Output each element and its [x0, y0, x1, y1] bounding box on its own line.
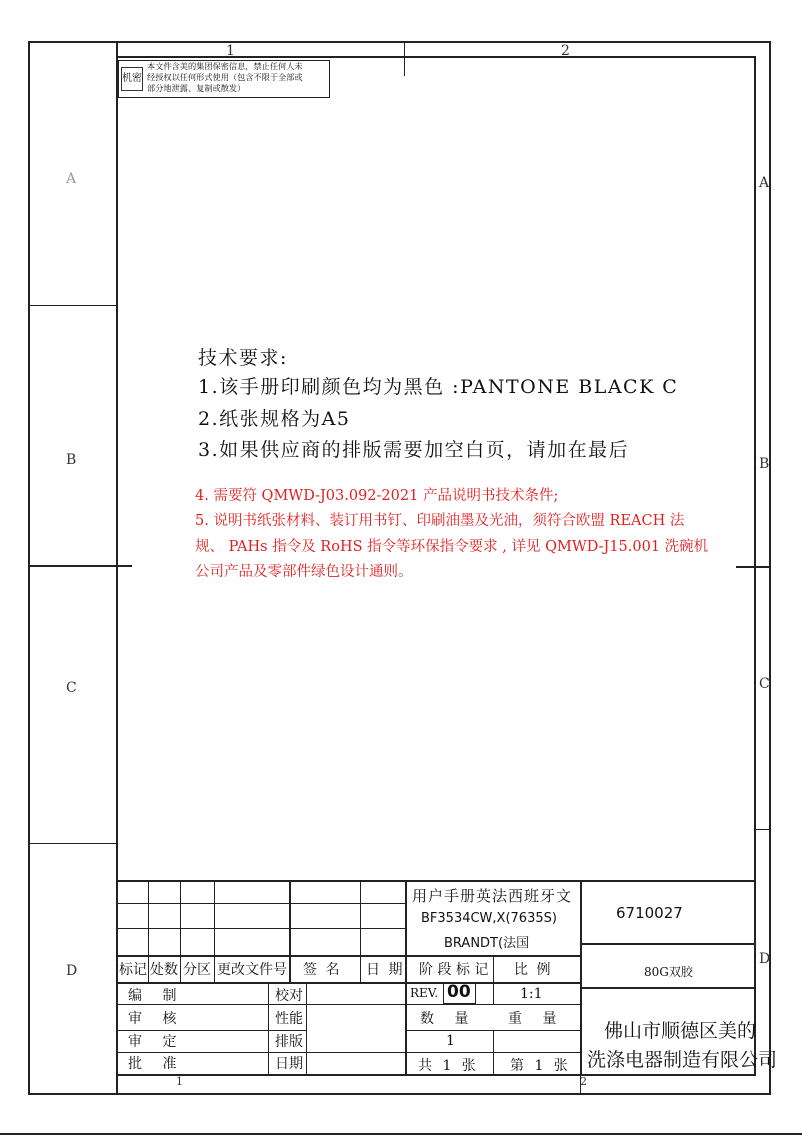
zone-right-c: C: [759, 676, 770, 692]
rev-header-zone: 分区: [183, 962, 211, 978]
rev-header-mark: 标记: [119, 962, 147, 978]
frame-top: [28, 41, 771, 43]
scale-value: 1:1: [520, 986, 543, 1002]
sheet-number: 第 1 张: [510, 1058, 571, 1074]
role-examine: 审 定: [128, 1034, 185, 1050]
zone-left-d: D: [66, 963, 78, 979]
title-line-2: BF3534CW,X(7635S): [421, 911, 557, 926]
top-zone-divider: [404, 41, 405, 76]
rev-header-docno: 更改文件号: [217, 962, 287, 978]
zone-top-2: 2: [561, 43, 570, 59]
left-divider-cd: [28, 843, 116, 844]
confidential-seal: 机密: [121, 67, 143, 91]
inner-top: [116, 56, 756, 58]
weight-label: 重 量: [508, 1011, 565, 1027]
inner-left: [116, 41, 118, 1095]
zone-top-1: 1: [226, 43, 235, 59]
left-divider-bc: [28, 565, 132, 567]
frame-bottom: [28, 1093, 771, 1095]
zone-bottom-2: 2: [580, 1075, 587, 1088]
title-line-1: 用户手册英法西班牙文: [412, 887, 573, 905]
qty-label: 数 量: [420, 1011, 477, 1027]
requirement-2: 2.纸张规格为A5: [198, 408, 351, 430]
requirement-5-line-1: 5. 说明书纸张材料、装订用书钉、印刷油墨及光油，须符合欧盟 REACH 法: [195, 513, 685, 529]
role-date: 日期: [275, 1056, 303, 1072]
right-divider-bc: [736, 566, 771, 568]
frame-right: [769, 41, 771, 1095]
requirement-4: 4. 需要符 QMWD-J03.092-2021 产品说明书技术条件;: [195, 488, 559, 504]
right-divider-cd: [754, 829, 771, 830]
sheets-total: 共 1 张: [418, 1058, 479, 1074]
requirements-heading: 技术要求:: [198, 347, 288, 369]
confidential-notice: [118, 60, 330, 98]
frame-left: [28, 41, 30, 1095]
rev-label: REV.: [410, 986, 439, 1000]
role-layout: 排版: [275, 1034, 303, 1050]
role-function: 性能: [275, 1011, 303, 1027]
zone-left-a: A: [66, 171, 77, 187]
role-review: 审 核: [128, 1011, 185, 1027]
zone-left-b: B: [66, 452, 77, 468]
stage-label: 阶 段 标 记: [419, 962, 489, 978]
left-divider-ab: [28, 305, 116, 306]
confidential-text: [147, 61, 329, 94]
rev-header-date: 日 期: [366, 962, 405, 978]
page-edge-bottom: [0, 1133, 802, 1135]
zone-left-c: C: [66, 680, 77, 696]
role-approve: 批 准: [128, 1056, 185, 1072]
rev-value: 00: [447, 982, 471, 1002]
requirement-5-line-2: 规、 PAHs 指令及 RoHS 指令等环保指令要求 , 详见 QMWD-J15.001 洗碗机: [195, 539, 709, 555]
part-number: 6710027: [616, 904, 683, 922]
zone-right-b: B: [759, 456, 770, 472]
zone-bottom-1: 1: [176, 1075, 183, 1088]
requirement-5-line-3: 公司产品及零部件绿色设计通则。: [195, 564, 413, 580]
role-check: 校对: [275, 988, 303, 1004]
title-line-3: BRANDT(法国: [444, 936, 530, 951]
rev-header-sign: 签 名: [303, 962, 342, 978]
role-draw: 编 制: [128, 988, 185, 1004]
rev-header-count: 处数: [150, 962, 178, 978]
material: 80G双胶: [644, 965, 693, 979]
confidential-line-3: 部分地泄露、复制或散发）: [147, 83, 246, 93]
qty-value: 1: [446, 1033, 455, 1049]
requirement-3: 3.如果供应商的排版需要加空白页，请加在最后: [198, 439, 630, 461]
zone-right-d: D: [759, 951, 771, 967]
scale-label: 比 例: [514, 962, 553, 978]
requirement-1: 1.该手册印刷颜色均为黑色 :PANTONE BLACK C: [198, 376, 679, 398]
confidential-line-2: 经授权以任何形式使用（包含不限于全部或: [147, 72, 303, 82]
confidential-line-1: 本文件含美的集团保密信息，禁止任何人未: [147, 61, 303, 71]
zone-right-a: A: [759, 175, 770, 191]
company-line-2: 洗涤电器制造有限公司: [587, 1049, 778, 1071]
company-line-1: 佛山市顺德区美的: [604, 1020, 757, 1042]
